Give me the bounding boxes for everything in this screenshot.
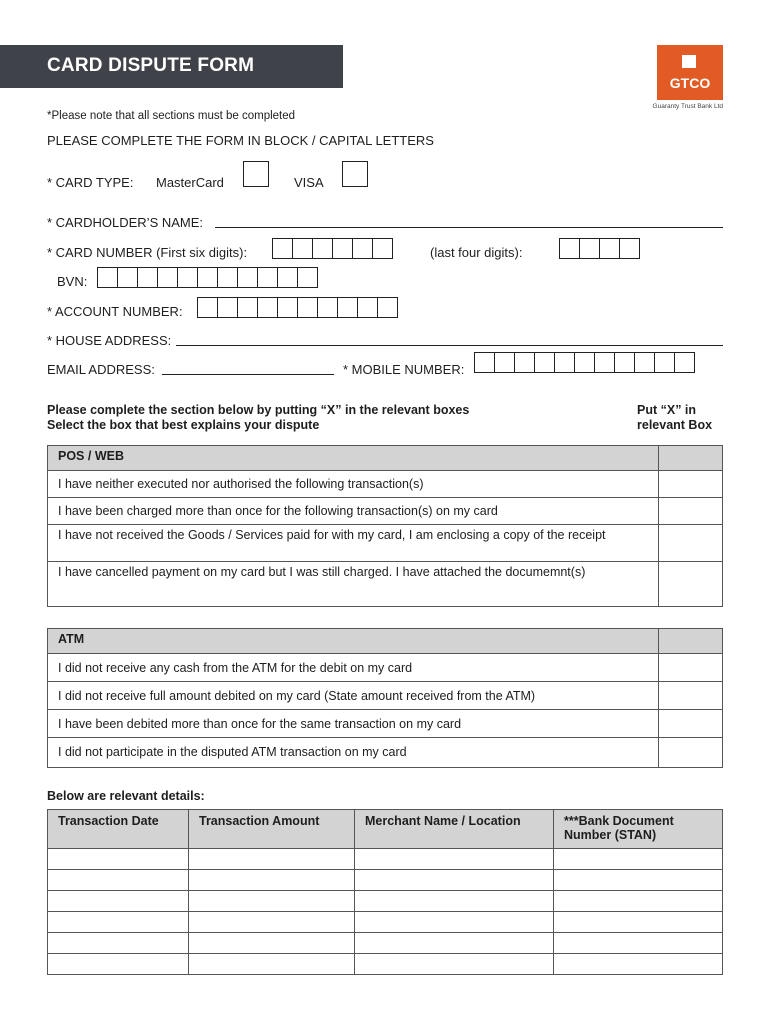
cardholder-name-input[interactable] xyxy=(215,227,723,228)
account-number-boxes[interactable] xyxy=(198,297,398,318)
details-row xyxy=(48,954,723,975)
pos-web-reason: I have been charged more than once for the following transaction(s) on my card xyxy=(48,498,659,525)
email-label: EMAIL ADDRESS: xyxy=(47,362,155,377)
card-last-four-boxes[interactable] xyxy=(560,238,640,259)
form-title: CARD DISPUTE FORM xyxy=(47,55,255,76)
house-address-label: * HOUSE ADDRESS: xyxy=(47,333,172,348)
atm-reason-checkbox[interactable] xyxy=(659,738,723,768)
details-heading: Below are relevant details: xyxy=(47,789,205,803)
pos-web-table xyxy=(47,445,723,607)
pos-web-reason-checkbox[interactable] xyxy=(659,498,723,525)
visa-label: VISA xyxy=(294,175,324,190)
atm-reason-checkbox[interactable] xyxy=(659,682,723,710)
email-input[interactable] xyxy=(162,374,334,375)
mobile-number-boxes[interactable] xyxy=(475,352,695,373)
atm-heading: ATM xyxy=(48,629,659,654)
visa-checkbox[interactable] xyxy=(342,161,368,187)
pos-web-heading: POS / WEB xyxy=(48,446,659,471)
logo-text: GTCO xyxy=(669,75,711,91)
atm-reason: I did not participate in the disputed ATM transaction on my card xyxy=(48,738,659,768)
logo-square-icon xyxy=(682,55,696,68)
card-number-label: * CARD NUMBER (First six digits): xyxy=(47,245,248,260)
house-address-input[interactable] xyxy=(176,345,723,346)
sections-note: *Please note that all sections must be completed xyxy=(47,110,296,122)
pos-web-reason: I have cancelled payment on my card but I was still charged. I have attached the documemnt(s) xyxy=(48,562,659,607)
details-row xyxy=(48,891,723,912)
mastercard-label: MasterCard xyxy=(156,175,224,190)
details-row xyxy=(48,849,723,870)
atm-reason: I did not receive full amount debited on my card (State amount received from the ATM) xyxy=(48,682,659,710)
bvn-label: BVN: xyxy=(57,274,88,289)
put-x-line-1: Put “X” in xyxy=(637,403,697,417)
instruction-line-1: Please complete the section below by putting “X” in the relevant boxes xyxy=(47,403,470,417)
pos-web-reason-checkbox[interactable] xyxy=(659,525,723,562)
pos-web-reason: I have not received the Goods / Services paid for with my card, I am enclosing a copy of the receipt xyxy=(48,525,659,562)
pos-web-reason-checkbox[interactable] xyxy=(659,471,723,498)
details-row xyxy=(48,870,723,891)
mastercard-checkbox[interactable] xyxy=(243,161,269,187)
bank-tagline: Guaranty Trust Bank Ltd xyxy=(652,103,723,110)
card-first-six-boxes[interactable] xyxy=(273,238,393,259)
put-x-line-2: relevant Box xyxy=(637,418,713,432)
pos-web-reason: I have neither executed nor authorised the following transaction(s) xyxy=(48,471,659,498)
atm-reason: I did not receive any cash from the ATM for the debit on my card xyxy=(48,654,659,682)
atm-reason: I have been debited more than once for the same transaction on my card xyxy=(48,710,659,738)
gtco-logo xyxy=(657,45,723,100)
block-letters-note: PLEASE COMPLETE THE FORM IN BLOCK / CAPITAL LETTERS xyxy=(47,133,434,148)
form-title-banner xyxy=(0,45,343,88)
last-four-label: (last four digits): xyxy=(430,245,523,260)
col-stan: ***Bank Document Number (STAN) xyxy=(554,810,723,849)
details-table xyxy=(47,809,723,975)
col-transaction-date: Transaction Date xyxy=(48,810,189,849)
instruction-line-2: Select the box that best explains your dispute xyxy=(47,418,320,432)
account-number-label: * ACCOUNT NUMBER: xyxy=(47,304,183,319)
atm-reason-checkbox[interactable] xyxy=(659,654,723,682)
col-merchant: Merchant Name / Location xyxy=(355,810,554,849)
atm-reason-checkbox[interactable] xyxy=(659,710,723,738)
card-type-label: * CARD TYPE: xyxy=(47,175,134,190)
bvn-boxes[interactable] xyxy=(98,267,318,288)
col-transaction-amount: Transaction Amount xyxy=(189,810,355,849)
mobile-label: * MOBILE NUMBER: xyxy=(343,362,465,377)
details-row xyxy=(48,933,723,954)
atm-table xyxy=(47,628,723,768)
details-row xyxy=(48,912,723,933)
cardholder-name-label: * CARDHOLDER’S NAME: xyxy=(47,215,204,230)
pos-web-reason-checkbox[interactable] xyxy=(659,562,723,607)
